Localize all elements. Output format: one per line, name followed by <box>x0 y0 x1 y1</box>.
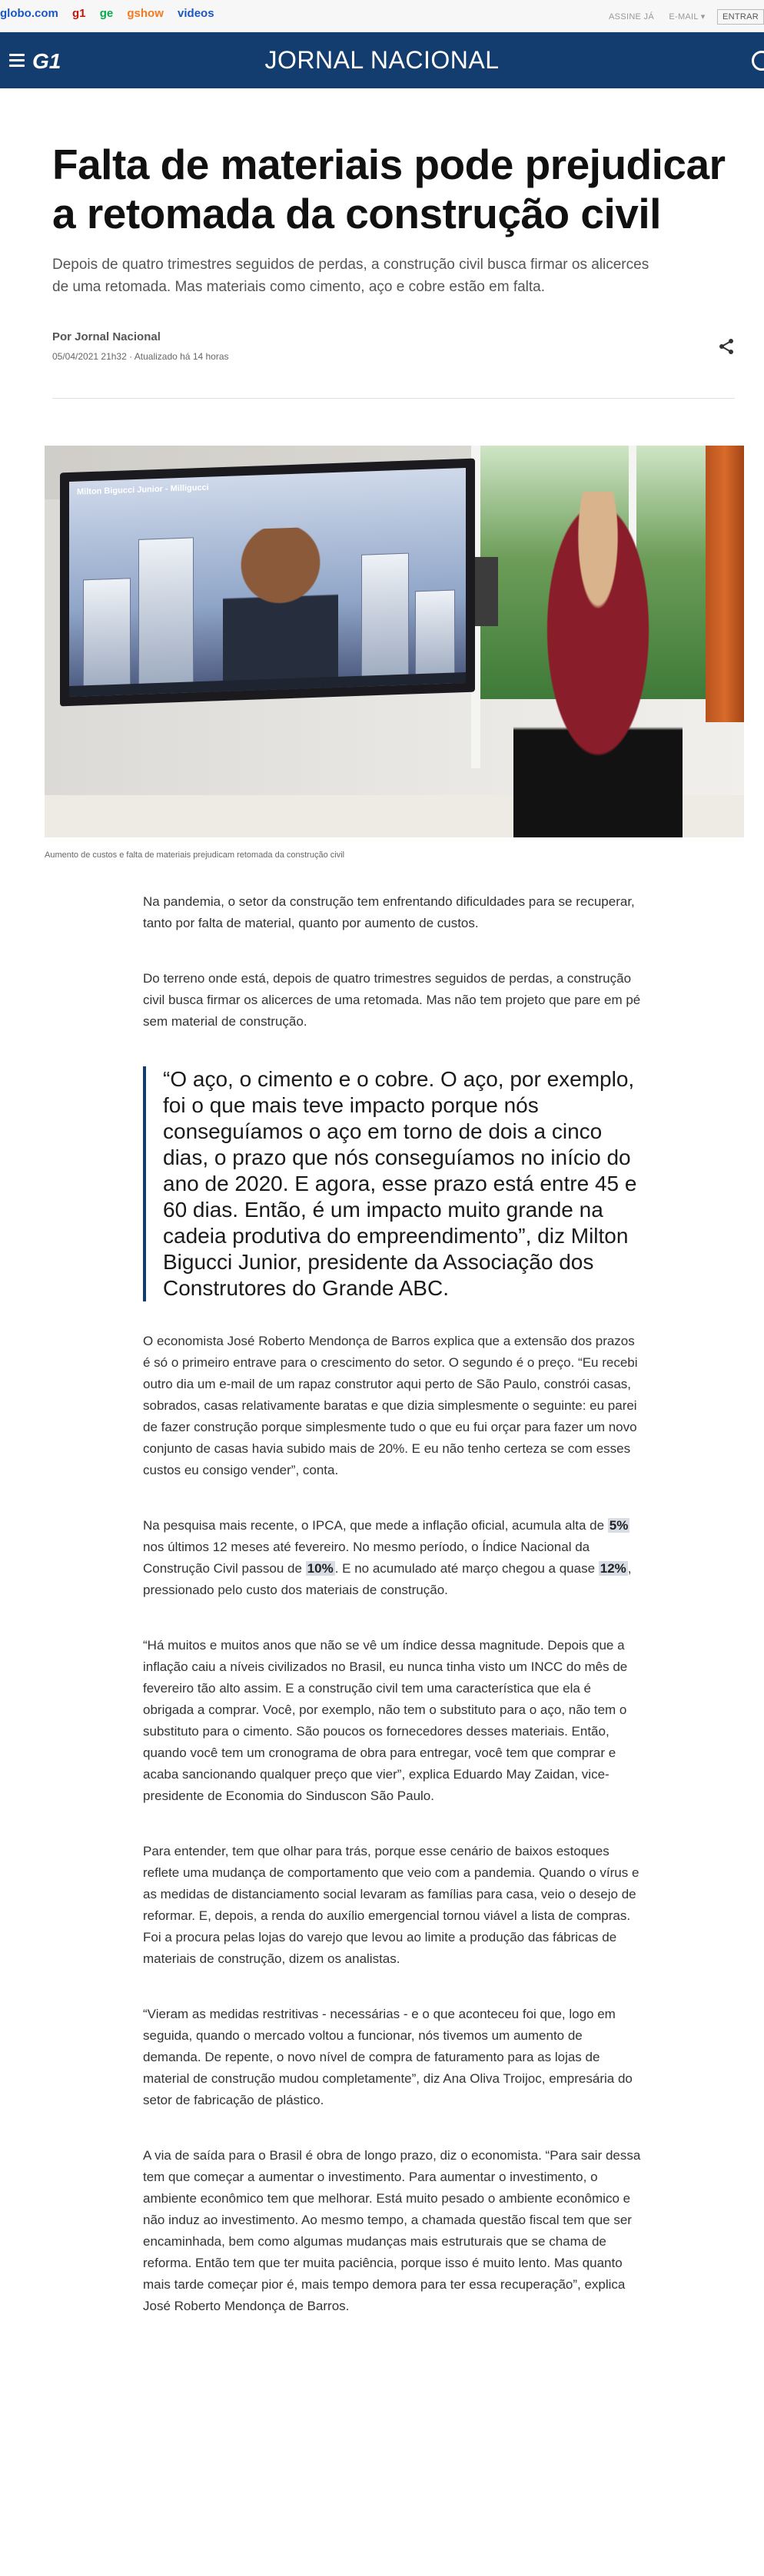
highlight-incc-march: 12% <box>600 1561 626 1576</box>
article-body <box>143 891 643 2351</box>
tv-screen <box>69 468 466 697</box>
article-subtitle: Depois de quatro trimestres seguidos de perdas, a construção civil busca firmar os alicerces de uma retomada. Mas materiais como cimento, aço e cobre estão em falta. <box>52 257 649 295</box>
paragraph: Para entender, tem que olhar para trás, porque esse cenário de baixos estoques reflete uma mudança de comportamento que veio com a pandemia. Quando o vírus e as medidas de distanciamento social levaram as famílias para casa, veio o desejo de reformar. E, depois, a renda do auxílio emergencial tornou viável a lista de compras. Foi a procura pelas lojas do varejo que levou ao limite a produção das fábricas de materiais de construção, dizem os analistas. <box>143 1844 639 1966</box>
paragraph: A via de saída para o Brasil é obra de longo prazo, diz o economista. “Para sair dessa tem que começar a aumentar o investimento. Para aumentar o investimento, o ambiente econômico tem que melhorar. Está muito pesado o ambiente econômico e não induz ao investimento. Ao mesmo tempo, a chamada questão fiscal tem que ser encaminhada, bem como algumas mudanças mais estruturais que se chama de reforma. Então tem que ter muita paciência, porque isso é muito lento. Mas quanto mais tarde começar pior é, mais tempo demora para ter essa recuperação”, explica José Roberto Mendonça de Barros. <box>143 2148 641 2313</box>
interviewee-on-screen <box>223 526 338 691</box>
link-globo-com[interactable]: globo.com <box>0 7 58 20</box>
entrar-button[interactable]: ENTRAR <box>717 9 764 25</box>
share-icon[interactable] <box>718 338 735 355</box>
paragraph: “Há muitos e muitos anos que não se vê um índice dessa magnitude. Depois que a inflação caiu a níveis civilizados no Brasil, eu nunca tinha visto um INCC do mês de fevereiro tão alto assim. E a construção civil tem uma característica que ela é obrigada a comprar. Você, por exemplo, não tem o substituto para o aço, não tem o substituto para o cimento. São poucos os fornecedores desses materiais. Então, quando você tem um cronograma de obra para entregar, você tem que comprar e acaba sancionando qualquer preço que vier”, explica Eduardo May Zaidan, vice-presidente de Economia do Sinduscon São Paulo. <box>143 1638 628 1803</box>
program-title[interactable]: JORNAL NACIONAL <box>264 46 500 74</box>
email-menu[interactable]: E-MAIL ▾ <box>669 12 706 22</box>
globo-top-bar <box>0 0 764 32</box>
tv-caption: Milton Bigucci Junior - Milligucci <box>77 482 209 497</box>
paragraph-inflation: Na pesquisa mais recente, o IPCA, que mede a inflação oficial, acumula alta de 5% nos últimos 12 meses até fevereiro. No mesmo período, o Índice Nacional da Construção Civil passou de 10% . E no acumulado até março chegou a quase 12% , pressionado pelo custo dos materiais de construção. <box>143 1518 632 1597</box>
link-ge[interactable]: ge <box>99 7 114 20</box>
account-links <box>596 9 764 25</box>
article-timestamp: 05/04/2021 21h32 · Atualizado há 14 horas <box>52 351 229 362</box>
assine-link[interactable]: ASSINE JÁ <box>609 12 654 22</box>
g1-logo[interactable]: G1 <box>32 49 61 73</box>
paragraph: Na pandemia, o setor da construção tem enfrentando dificuldades para se recuperar, tanto por falta de material, quanto por aumento de custos. <box>143 894 635 930</box>
paragraph: Do terreno onde está, depois de quatro trimestres seguidos de perdas, a construção civil busca firmar os alicerces de uma retomada. Mas não tem projeto que pare em pé sem material de construção. <box>143 971 641 1029</box>
photo-caption: Aumento de custos e falta de materiais prejudicam retomada da construção civil <box>45 850 345 860</box>
link-g1[interactable]: g1 <box>72 7 86 20</box>
link-gshow[interactable]: gshow <box>127 7 164 20</box>
article-photo[interactable] <box>45 446 744 837</box>
paragraph: O economista José Roberto Mendonça de Barros explica que a extensão dos prazos é só o primeiro entrave para o crescimento do setor. O segundo é o preço. “Eu recebi outro dia um e-mail de um rapaz construtor aqui perto de São Paulo, constrói casas, sobrados, casas relativamente baratas e que dizia simplesmente o seguinte: eu parei de fazer construção porque simplesmente tudo o que eu fui orçar para fazer um novo conjunto de casas havia subido mais de 20%. E eu não tenho certeza se com esses custos eu consigo vender”, conta. <box>143 1334 638 1477</box>
reporter <box>513 492 683 837</box>
paragraph: “Vieram as medidas restritivas - necessárias - e o que aconteceu foi que, logo em seguida, quando o mercado voltou a funcionar, nós tivemos um aumento de demanda. De repente, o novo nível de compra de faturamento para as lojas de material de construção mudou completamente”, diz Ana Oliva Troijoc, empresária do setor de fabricação de plástico. <box>143 2007 633 2107</box>
pull-quote: “O aço, o cimento e o cobre. O aço, por exemplo, foi o que mais teve impacto porque nós conseguíamos o aço em torno de dois a cinco dias, o prazo que nós conseguíamos no início do ano de 2020. E agora, esse prazo está entre 45 e 60 dias. Então, é um impacto muito grande na cadeia produtiva do empreendimento”, diz Milton Bigucci Junior, presidente da Associação dos Construtores do Grande ABC. <box>143 1066 643 1301</box>
article-author: Por Jornal Nacional <box>52 330 161 343</box>
link-videos[interactable]: videos <box>178 7 214 20</box>
header-divider <box>52 398 735 399</box>
highlight-ipca: 5% <box>609 1518 629 1533</box>
globo-network-links <box>0 7 225 20</box>
highlight-incc: 10% <box>307 1561 334 1576</box>
article-title: Falta de materiais pode prejudicar a retomada da construção civil <box>52 141 726 237</box>
site-header <box>0 32 764 88</box>
